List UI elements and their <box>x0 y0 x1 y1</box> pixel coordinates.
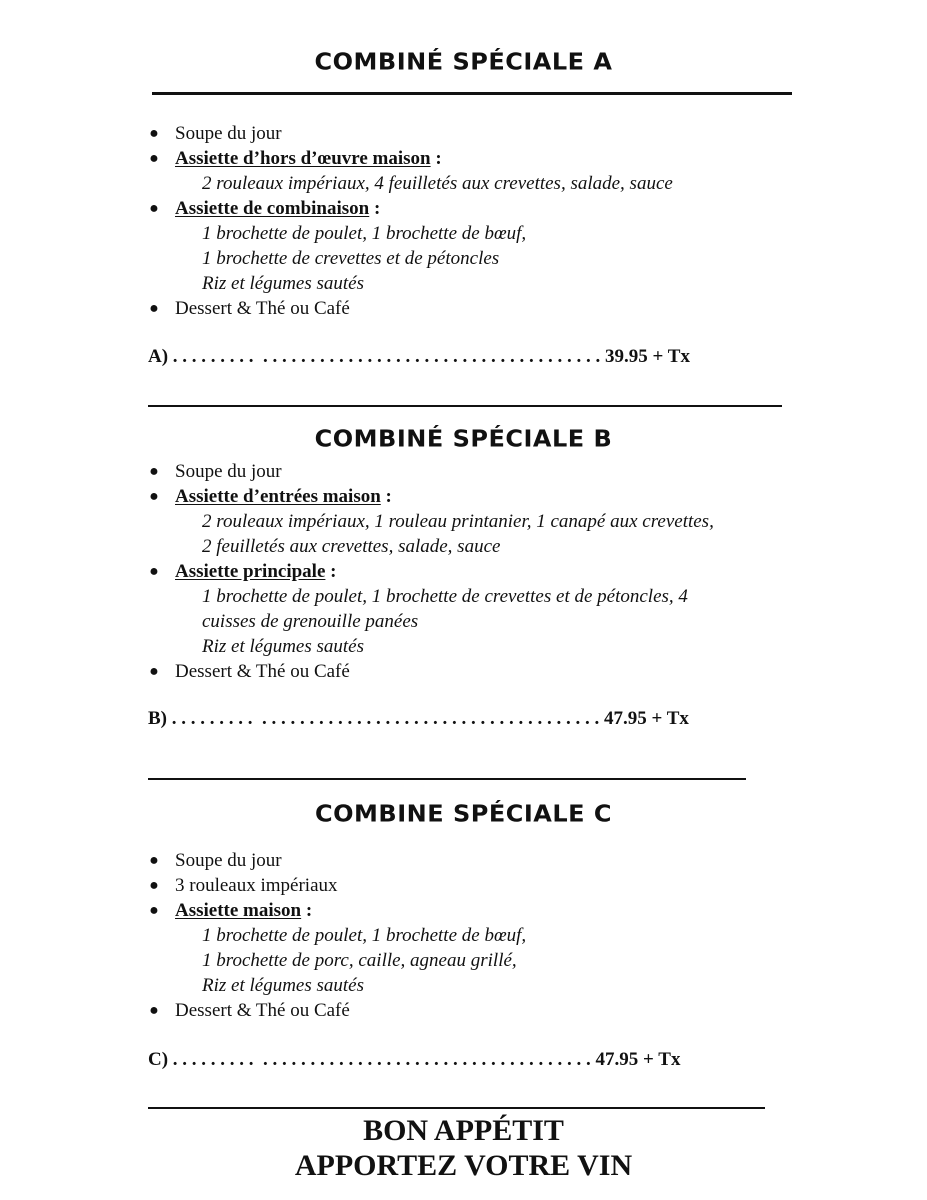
item-detail: 2 rouleaux impériaux, 1 rouleau printanier, 1 canapé aux crevettes, <box>202 511 714 532</box>
list-item <box>148 484 714 559</box>
item-text: Soupe du jour <box>175 123 282 144</box>
section-divider <box>148 1107 765 1109</box>
section-divider <box>148 778 746 780</box>
section-b-price: B) . . . . . . . . . . . . . . . . . . . . . . . . . . . . . . . . . . . . . . . . . . . . . 47.95 + Tx <box>148 708 689 729</box>
item-detail: 1 brochette de poulet, 1 brochette de bœuf, <box>202 223 527 244</box>
section-a-title: COMBINÉ SPÉCIALE A <box>314 48 613 76</box>
item-detail: cuisses de grenouille panées <box>202 611 419 632</box>
bullet-icon: ● <box>149 150 159 167</box>
item-heading: Assiette de combinaison <box>175 198 370 219</box>
list-item <box>148 848 526 873</box>
section-b-title: COMBINÉ SPÉCIALE B <box>314 425 613 453</box>
list-item <box>148 559 714 659</box>
item-text: Dessert & Thé ou Café <box>175 661 350 682</box>
item-heading: Assiette d’hors d’œuvre maison <box>175 148 431 169</box>
item-heading-suffix: : <box>369 198 381 219</box>
section-b-items <box>148 459 714 684</box>
item-heading: Assiette d’entrées maison <box>175 486 381 507</box>
section-c-title: COMBINE SPÉCIALE C <box>315 800 612 828</box>
bullet-icon: ● <box>149 902 159 919</box>
bullet-icon: ● <box>149 1002 159 1019</box>
list-item <box>148 196 673 296</box>
item-detail: 1 brochette de poulet, 1 brochette de crevettes et de pétoncles, 4 <box>202 586 688 607</box>
section-a-items <box>148 121 673 321</box>
bullet-icon: ● <box>149 877 159 894</box>
section-c-price: C) . . . . . . . . . . . . . . . . . . . . . . . . . . . . . . . . . . . . . . . . . . . . 47.95 + Tx <box>148 1049 681 1070</box>
section-c-items <box>148 848 526 1023</box>
closing-bon-appetit: BON APPÉTIT <box>363 1114 564 1147</box>
list-item <box>148 121 673 146</box>
item-detail: 1 brochette de crevettes et de pétoncles <box>202 248 500 269</box>
bullet-icon: ● <box>149 563 159 580</box>
bullet-icon: ● <box>149 663 159 680</box>
list-item <box>148 898 526 998</box>
closing-bring-your-wine: APPORTEZ VOTRE VIN <box>294 1149 633 1182</box>
item-detail: 2 rouleaux impériaux, 4 feuilletés aux crevettes, salade, sauce <box>202 173 673 194</box>
list-item <box>148 873 526 898</box>
list-item <box>148 459 714 484</box>
list-item <box>148 659 714 684</box>
item-heading-suffix: : <box>380 486 392 507</box>
section-a-price: A) . . . . . . . . . . . . . . . . . . . . . . . . . . . . . . . . . . . . . . . . . . . . . 39.95 + Tx <box>148 346 690 367</box>
item-detail: 1 brochette de poulet, 1 brochette de bœuf, <box>202 925 527 946</box>
bullet-icon: ● <box>149 463 159 480</box>
bullet-icon: ● <box>149 300 159 317</box>
item-heading: Assiette maison <box>175 900 302 921</box>
item-text: Soupe du jour <box>175 461 282 482</box>
item-detail: 2 feuilletés aux crevettes, salade, sauce <box>202 536 501 557</box>
list-item <box>148 296 673 321</box>
item-heading-suffix: : <box>325 561 337 582</box>
item-text: Dessert & Thé ou Café <box>175 1000 350 1021</box>
bullet-icon: ● <box>149 488 159 505</box>
item-heading: Assiette principale <box>175 561 326 582</box>
item-detail: Riz et légumes sautés <box>202 636 365 657</box>
item-text: Dessert & Thé ou Café <box>175 298 350 319</box>
item-text: 3 rouleaux impériaux <box>175 875 338 896</box>
bullet-icon: ● <box>149 125 159 142</box>
item-heading-suffix: : <box>430 148 442 169</box>
bullet-icon: ● <box>149 852 159 869</box>
section-a-title-rule <box>152 92 792 95</box>
item-detail: 1 brochette de porc, caille, agneau grillé, <box>202 950 517 971</box>
item-detail: Riz et légumes sautés <box>202 273 365 294</box>
section-divider <box>148 405 782 407</box>
item-heading-suffix: : <box>301 900 313 921</box>
bullet-icon: ● <box>149 200 159 217</box>
item-text: Soupe du jour <box>175 850 282 871</box>
list-item <box>148 146 673 196</box>
list-item <box>148 998 526 1023</box>
item-detail: Riz et légumes sautés <box>202 975 365 996</box>
